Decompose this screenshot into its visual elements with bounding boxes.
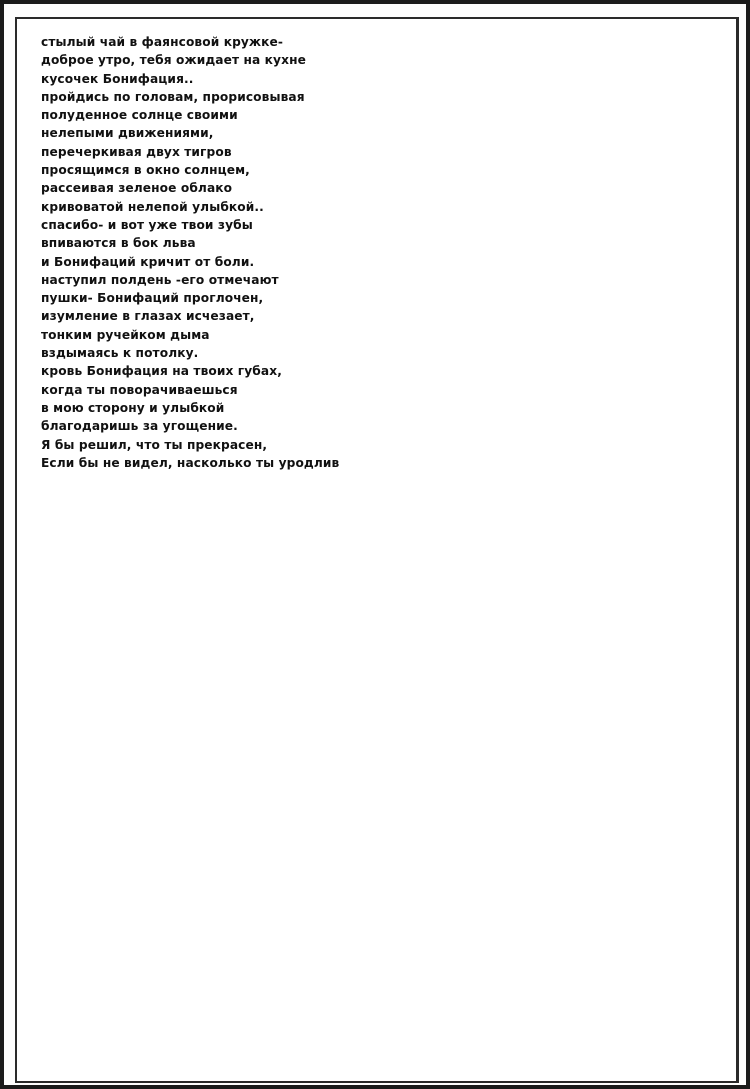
poem-line: Если бы не видел, насколько ты уродлив bbox=[41, 455, 340, 470]
poem-line: стылый чай в фаянсовой кружке- bbox=[41, 35, 284, 49]
poem-line: благодаришь за угощение. bbox=[41, 419, 238, 434]
poem-line: Я бы решил, что ты прекрасен, bbox=[41, 437, 268, 452]
poem-line: доброе утро, тебя ожидает на кухне bbox=[41, 53, 306, 68]
poem-line: пушки- Бонифаций проглочен, bbox=[41, 291, 264, 306]
poem-line: наступил полдень -его отмечают bbox=[41, 272, 279, 287]
poem-line: изумление в глазах исчезает, bbox=[41, 309, 255, 324]
poem-line: нелепыми движениями, bbox=[41, 126, 214, 141]
poem-line: когда ты поворачиваешься bbox=[41, 382, 238, 397]
poem-line: кровь Бонифация на твоих губах, bbox=[41, 364, 282, 379]
poem-line: просящимся в окно солнцем, bbox=[41, 163, 250, 178]
poem-line: полуденное солнце своими bbox=[41, 108, 238, 123]
poem-line: вздымаясь к потолку. bbox=[41, 346, 199, 361]
poem-line: тонким ручейком дыма bbox=[41, 327, 210, 342]
poem-line: кусочек Бонифация.. bbox=[41, 71, 194, 86]
poem-line: и Бонифаций кричит от боли. bbox=[41, 254, 255, 269]
poem-line: перечеркивая двух тигров bbox=[41, 144, 232, 159]
poem-line: пройдись по головам, прорисовывая bbox=[41, 89, 305, 104]
poem-line: впиваются в бок льва bbox=[41, 236, 196, 251]
poem-text bbox=[41, 33, 721, 472]
poem-line: спасибо- и вот уже твои зубы bbox=[41, 217, 253, 232]
poem-line: в мою сторону и улыбкой bbox=[41, 400, 225, 415]
poem-line: рассеивая зеленое облако bbox=[41, 181, 233, 196]
document-page bbox=[15, 17, 739, 1083]
poem-line: кривоватой нелепой улыбкой.. bbox=[41, 199, 264, 214]
